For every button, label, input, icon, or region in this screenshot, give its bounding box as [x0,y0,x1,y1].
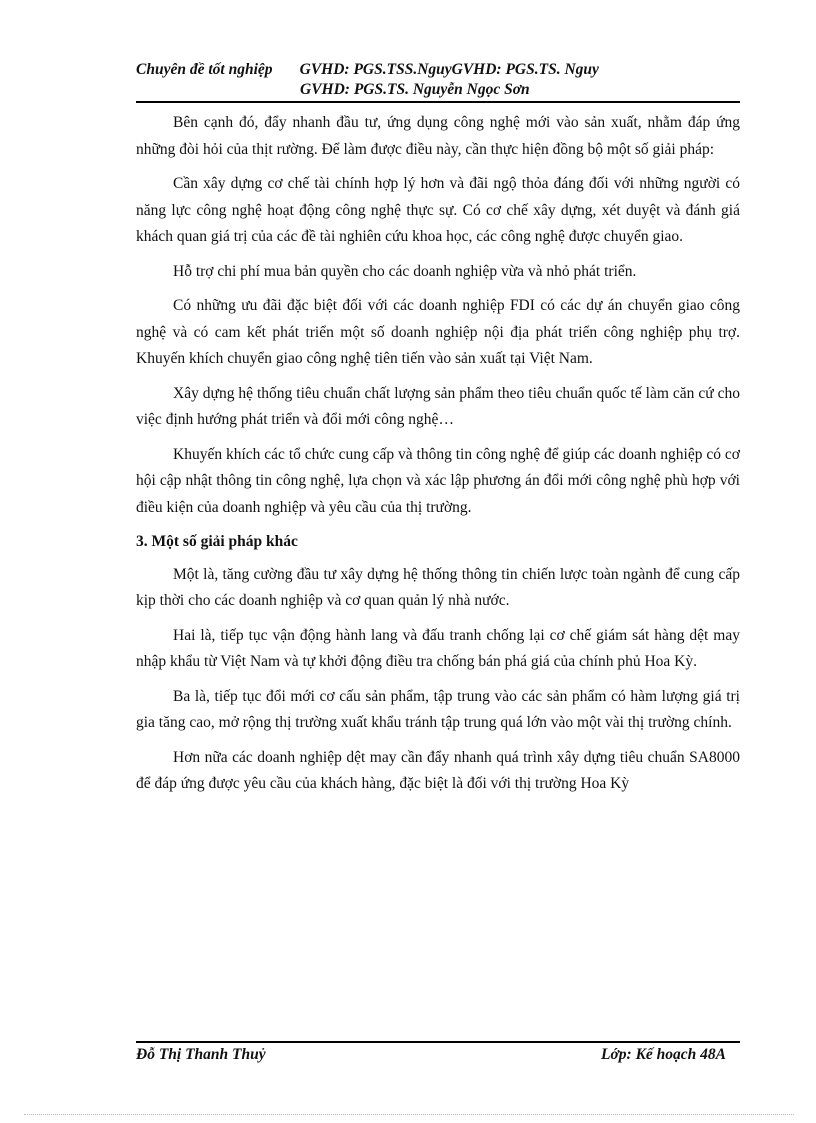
header-advisor: GVHD: PGS.TS. Nguyễn Ngọc Sơn [300,81,530,98]
footer-rule [136,1041,740,1043]
footer-author: Đỗ Thị Thanh Thuỷ [136,1046,266,1063]
paragraph: Một là, tăng cường đầu tư xây dựng hệ thống thông tin chiến lược toàn ngành để cung cấp kịp thời cho các doanh nghiệp và cơ quan quản lý nhà nước. [136,565,740,609]
paragraph: Có những ưu đãi đặc biệt đối với các doanh nghiệp FDI có các dự án chuyển giao công nghệ và có cam kết phát triển một số doanh nghiệp nội địa phát triển công nghiệp phụ trợ. Khuyến khích chuyển giao công nghệ tiên tiến vào sản xuất tại Việt Nam. [136,297,740,367]
header-title: Chuyên đề tốt nghiệp [136,61,273,78]
paragraph: Hơn nữa các doanh nghiệp dệt may cần đẩy nhanh quá trình xây dựng tiêu chuẩn SA8000 để đáp ứng được yêu cầu của khách hàng, đặc biệt là đối với thị trường Hoa Kỳ [136,748,740,792]
section-heading: 3. Một số giải pháp khác [136,533,298,550]
paragraph: Ba là, tiếp tục đổi mới cơ cấu sản phẩm, tập trung vào các sản phẩm có hàm lượng giá trị gia tăng cao, mở rộng thị trường xuất khẩu tránh tập trung quá lớn vào một vài thị trường chính. [136,687,740,731]
document-body [136,110,740,806]
paragraph: Bên cạnh đó, đẩy nhanh đầu tư, ứng dụng công nghệ mới vào sản xuất, nhằm đáp ứng những đòi hỏi của thịt rường. Để làm được điều này, cần thực hiện đồng bộ một số giải pháp: [136,114,740,158]
header-line-1 [136,60,740,80]
page-header [136,60,740,100]
paragraph: Cần xây dựng cơ chế tài chính hợp lý hơn và đãi ngộ thỏa đáng đối với những người có năng lực công nghệ hoạt động công nghệ thực sự. Có cơ chế xây dựng, xét duyệt và đánh giá khách quan giá trị của các đề tài nghiên cứu khoa học, các công nghệ được chuyển giao. [136,175,740,245]
footer-class: Lớp: Kế hoạch 48A [601,1046,726,1063]
page-footer [136,1045,740,1065]
paragraph: Hỗ trợ chi phí mua bản quyền cho các doanh nghiệp vừa và nhỏ phát triển. [173,262,637,280]
header-rule [136,101,740,103]
paragraph: Xây dựng hệ thống tiêu chuẩn chất lượng sản phẩm theo tiêu chuẩn quốc tế làm căn cứ cho việc định hướng phát triển và đổi mới công nghệ… [136,384,740,428]
page-boundary [24,1114,794,1115]
paragraph: Hai là, tiếp tục vận động hành lang và đấu tranh chống lại cơ chế giám sát hàng dệt may nhập khẩu từ Việt Nam và tự khởi động điều tra chống bán phá giá của chính phủ Hoa Kỳ. [136,626,740,670]
header-advisor-overlap: GVHD: PGS.TSS.NguyGVHD: PGS.TS. Nguy [299,61,599,78]
paragraph: Khuyến khích các tổ chức cung cấp và thông tin công nghệ để giúp các doanh nghiệp có cơ hội cập nhật thông tin công nghệ, lựa chọn và xác lập phương án đổi mới công nghệ phù hợp với điều kiện của doanh nghiệp và yêu cầu của thị trường. [136,445,740,516]
